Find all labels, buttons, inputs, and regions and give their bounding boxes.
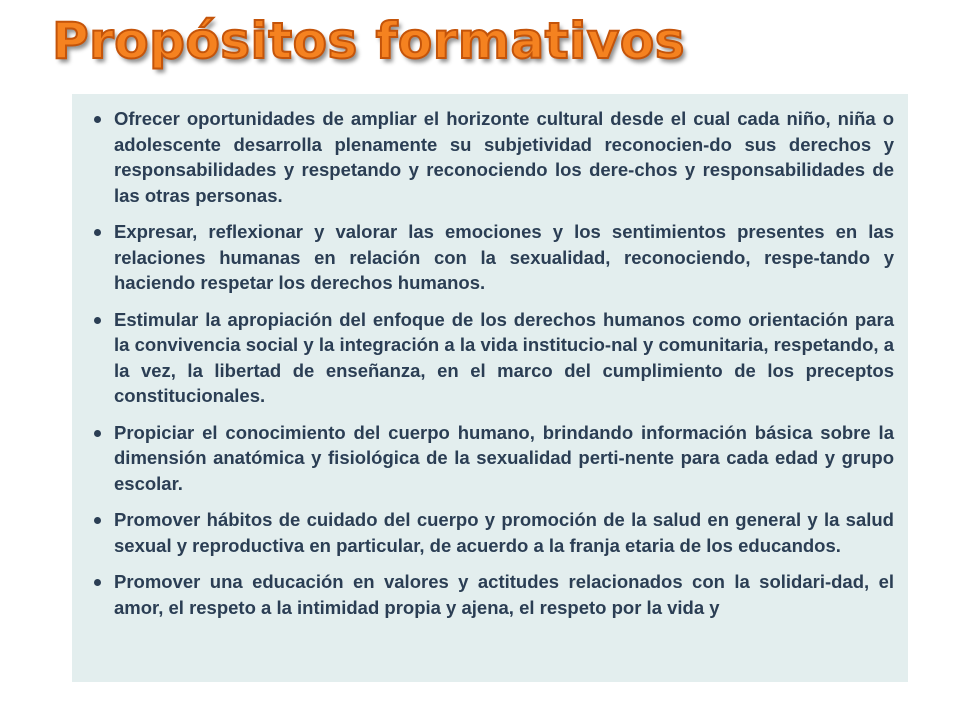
purpose-item [90,420,894,497]
purpose-item [90,569,894,620]
purpose-text: Estimular la apropiación del enfoque de los derechos humanos como orientación para la convivencia social y la integración a la vida institucio-nal y comunitaria, respetando, a la vez, la libertad de enseñanza, en el marco del cumplimiento de los preceptos constitucionales. [114,308,894,406]
purpose-item [90,106,894,208]
bullet-icon [94,229,101,236]
purpose-item [90,219,894,296]
bullet-icon [94,579,101,586]
slide-title: Propósitos formativos [52,12,685,70]
purpose-text: Promover una educación en valores y actitudes relacionados con la solidari-dad, el amor, el respeto a la intimidad propia y ajena, el respeto por la vida y [114,571,894,618]
bullet-icon [94,517,101,524]
purpose-text: Promover hábitos de cuidado del cuerpo y promoción de la salud en general y la salud sexual y reproductiva en particular, de acuerdo a la franja etaria de los educandos. [114,509,894,556]
purpose-text: Expresar, reflexionar y valorar las emociones y los sentimientos presentes en las relaciones humanas en relación con la sexualidad, reconociendo, respe-tando y haciendo respetar los derechos humanos. [114,221,894,293]
bullet-icon [94,430,101,437]
purposes-panel [72,94,908,682]
bullet-icon [94,116,101,123]
purpose-text: Ofrecer oportunidades de ampliar el horizonte cultural desde el cual cada niño, niña o adolescente desarrolla plenamente su subjetividad reconocien-do sus derechos y responsabilidades y respetando y reconociendo los dere-chos y responsabilidades de las otras personas. [114,108,894,206]
purpose-text: Propiciar el conocimiento del cuerpo humano, brindando información básica sobre la dimensión anatómica y fisiológica de la sexualidad perti-nente para cada edad y grupo escolar. [114,421,894,494]
bullet-icon [94,317,101,324]
purpose-item [90,307,894,409]
purposes-list [90,106,894,620]
purpose-item [90,507,894,558]
